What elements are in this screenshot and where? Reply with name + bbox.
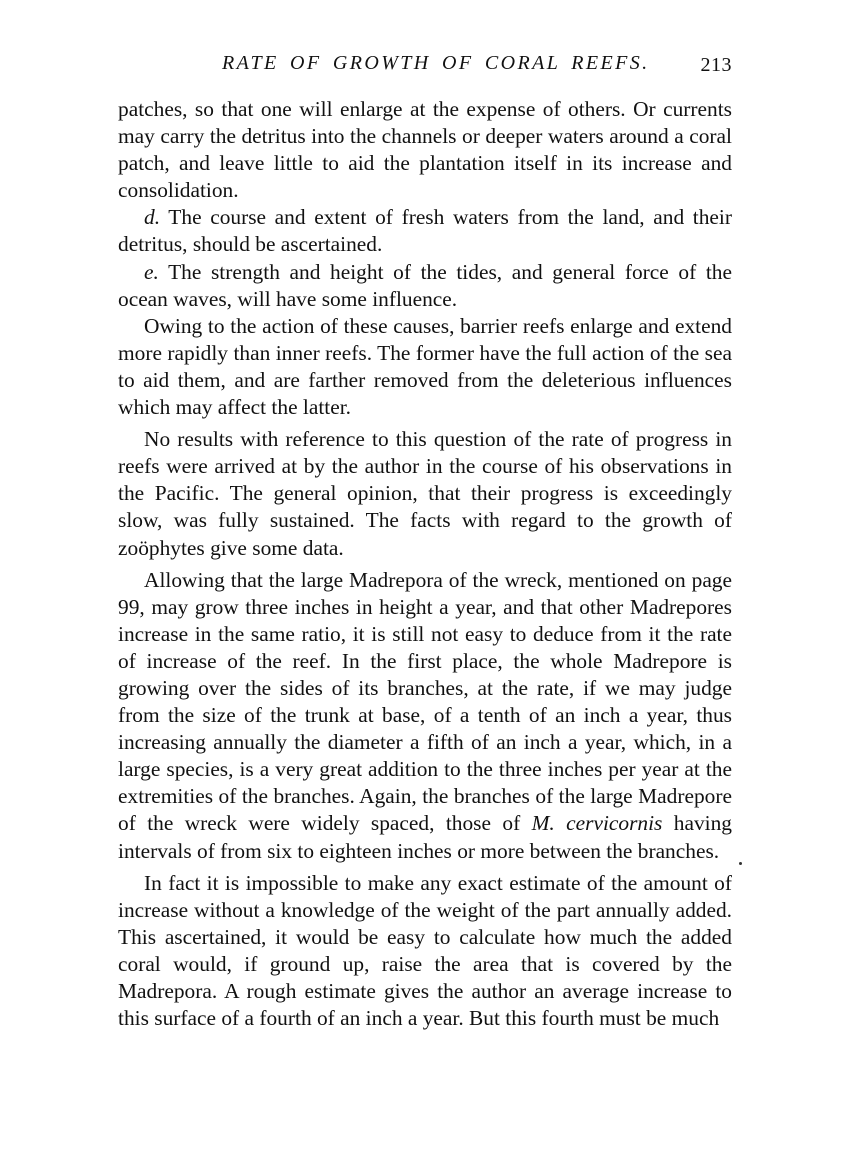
paragraph-madrepora <box>118 567 732 865</box>
paragraph-madrepora-text-b: having intervals of from six to eighteen inches or more between the branches. <box>118 811 732 863</box>
paragraph-estimate: In fact it is impossible to make any exact estimate of the amount of increase without a knowledge of the weight of the part annually added. This ascertained, it would be easy to calculate how much the added coral would, if ground up, raise the area that is covered by the Madrepora. A rough estimate gives the author an average increase to this surface of a fourth of an inch a year. But this fourth must be much <box>118 870 732 1031</box>
paragraph-d-text: The course and extent of fresh waters from the land, and their detritus, should be ascertained. <box>118 205 732 257</box>
print-speck <box>739 862 742 865</box>
paragraph-madrepora-text-a: Allowing that the large Madrepora of the wreck, mentioned on page 99, may grow three inches in height a year, and that other Madrepores increase in the same ratio, it is still not easy to deduce from it the rate of increase of the reef. In the first place, the whole Madrepore is growing over the sides of its branches, at the rate, if we may judge from the size of the trunk at base, of a tenth of an inch a year, thus increasing annually the diameter a fifth of an inch a year, which, in a large species, is a very great addition to the three inches per year at the extremities of the branches. Again, the branches of the large Madrepore of the wreck were widely spaced, those of <box>118 567 732 836</box>
paragraph-d <box>118 204 732 258</box>
body-text <box>118 96 732 1032</box>
running-title: RATE OF GROWTH OF CORAL REEFS. <box>222 52 650 74</box>
paragraph-no-results: No results with reference to this question of the rate of progress in reefs were arrived at by the author in the course of his observations in the Pacific. The general opinion, that their progress is exceedingly slow, was fully sustained. The facts with regard to the growth of zoöphytes give some data. <box>118 427 732 560</box>
list-marker-e: e. <box>144 259 159 284</box>
paragraph-e-text: The strength and height of the tides, and general force of the ocean waves, will have some influence. <box>118 259 732 311</box>
paragraph-continued: patches, so that one will enlarge at the expense of others. Or currents may carry the detritus into the channels or deeper waters around a coral patch, and leave little to aid the plantation itself in its increase and consolidation. <box>118 97 732 203</box>
species-name: M. cervicornis <box>531 811 663 836</box>
list-marker-d: d. <box>144 205 161 230</box>
page-number: 213 <box>700 54 732 76</box>
running-head <box>118 52 732 82</box>
paragraph-barrier-reefs: Owing to the action of these causes, barrier reefs enlarge and extend more rapidly than inner reefs. The former have the full action of the sea to aid them, and are farther removed from the deleterious influences which may affect the latter. <box>118 313 732 420</box>
paragraph-e <box>118 259 732 313</box>
